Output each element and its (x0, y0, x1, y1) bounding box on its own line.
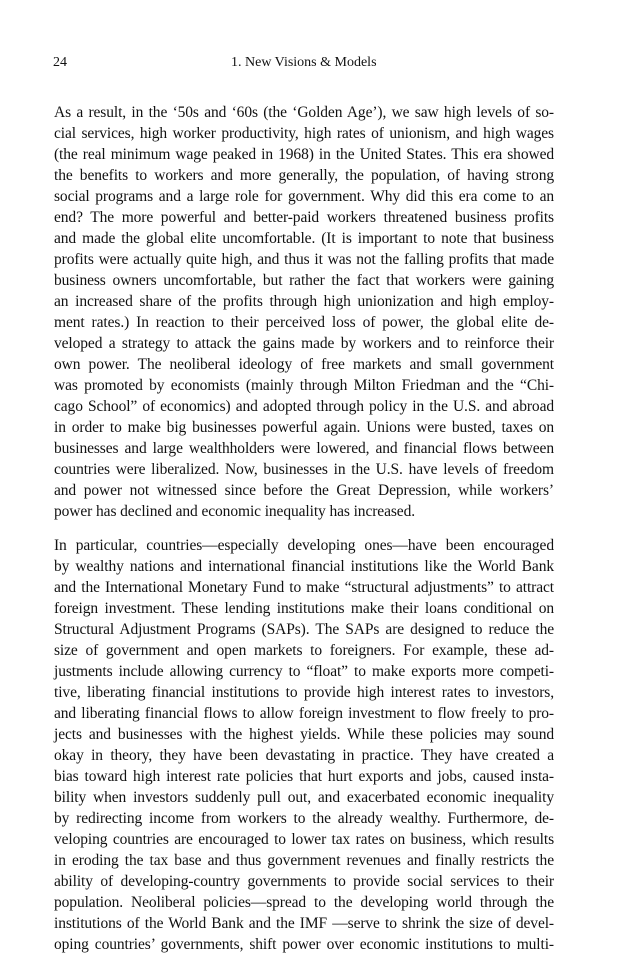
text-line: in order to make big businesses powerful again. Unions were busted, taxes on (54, 419, 554, 436)
text-line: bias toward high interest rate policies that hurt exports and jobs, caused insta- (54, 768, 554, 785)
text-line: Structural Adjustment Programs (SAPs). The SAPs are designed to reduce the (54, 621, 554, 638)
text-line: veloping countries are encouraged to lower tax rates on business, which results (54, 831, 554, 848)
text-line: population. Neoliberal policies—spread to the developing world through the (54, 894, 554, 911)
text-line: jects and businesses with the highest yields. While these policies may sound (54, 726, 554, 743)
text-line: oping countries’ governments, shift power over economic institutions to multi- (54, 936, 554, 953)
text-line: and liberating financial flows to allow foreign investment to flow freely to pro- (54, 705, 554, 722)
text-line: ment rates.) In reaction to their perceived loss of power, the global elite de- (54, 314, 554, 331)
text-line: cago School” of economics) and adopted through policy in the U.S. and abroad (54, 398, 554, 415)
text-line: end? The more powerful and better-paid workers threatened business profits (54, 209, 554, 226)
text-line: business owners uncomfortable, but rather the fact that workers were gaining (54, 272, 554, 289)
text-line: size of government and open markets to foreigners. For example, these ad- (54, 642, 554, 659)
chapter-title: 1. New Visions & Models (231, 55, 377, 70)
text-line: ability of developing-country governments to provide social services to their (54, 873, 554, 890)
page-number: 24 (53, 55, 67, 70)
text-line: in eroding the tax base and thus government revenues and finally restricts the (54, 852, 554, 869)
text-line: social programs and a large role for government. Why did this era come to an (54, 188, 554, 205)
text-line: countries were liberalized. Now, businesses in the U.S. have levels of freedom (54, 461, 554, 478)
text-line: (the real minimum wage peaked in 1968) in the United States. This era showed (54, 146, 554, 163)
text-line: businesses and large wealthholders were lowered, and financial flows between (54, 440, 554, 457)
text-line: was promoted by economists (mainly through Milton Friedman and the “Chi- (54, 377, 554, 394)
text-line: an increased share of the profits through high unionization and high employ- (54, 293, 554, 310)
text-line: cial services, high worker productivity, high rates of unionism, and high wages (54, 125, 554, 142)
text-line: justments include allowing currency to “float” to make exports more competi- (54, 663, 554, 680)
text-line: the benefits to workers and more generally, the population, of having strong (54, 167, 554, 184)
text-line: institutions of the World Bank and the IMF —serve to shrink the size of devel- (54, 915, 554, 932)
text-line: In particular, countries—especially developing ones—have been encouraged (54, 537, 554, 554)
text-line: own power. The neoliberal ideology of free markets and small government (54, 356, 554, 373)
text-line: and the International Monetary Fund to make “structural adjustments” to attract (54, 579, 554, 596)
text-line: As a result, in the ‘50s and ‘60s (the ‘Golden Age’), we saw high levels of so- (54, 104, 554, 121)
text-line: veloped a strategy to attack the gains made by workers and to reinforce their (54, 335, 554, 352)
running-head (53, 53, 553, 73)
text-line: by redirecting income from workers to the already wealthy. Furthermore, de- (54, 810, 554, 827)
text-line: tive, liberating financial institutions to provide high interest rates to investors, (54, 684, 554, 701)
text-line: and made the global elite uncomfortable. (It is important to note that business (54, 230, 554, 247)
text-line: foreign investment. These lending institutions make their loans conditional on (54, 600, 554, 617)
text-line: okay in theory, they have been devastating in practice. They have created a (54, 747, 554, 764)
text-line: bility when investors suddenly pull out, and exacerbated economic inequality (54, 789, 554, 806)
text-line: profits were actually quite high, and thus it was not the falling profits that made (54, 251, 554, 268)
text-line: by wealthy nations and international financial institutions like the World Bank (54, 558, 554, 575)
text-line: power has declined and economic inequality has increased. (54, 503, 415, 520)
text-line: and power not witnessed since before the Great Depression, while workers’ (54, 482, 554, 499)
